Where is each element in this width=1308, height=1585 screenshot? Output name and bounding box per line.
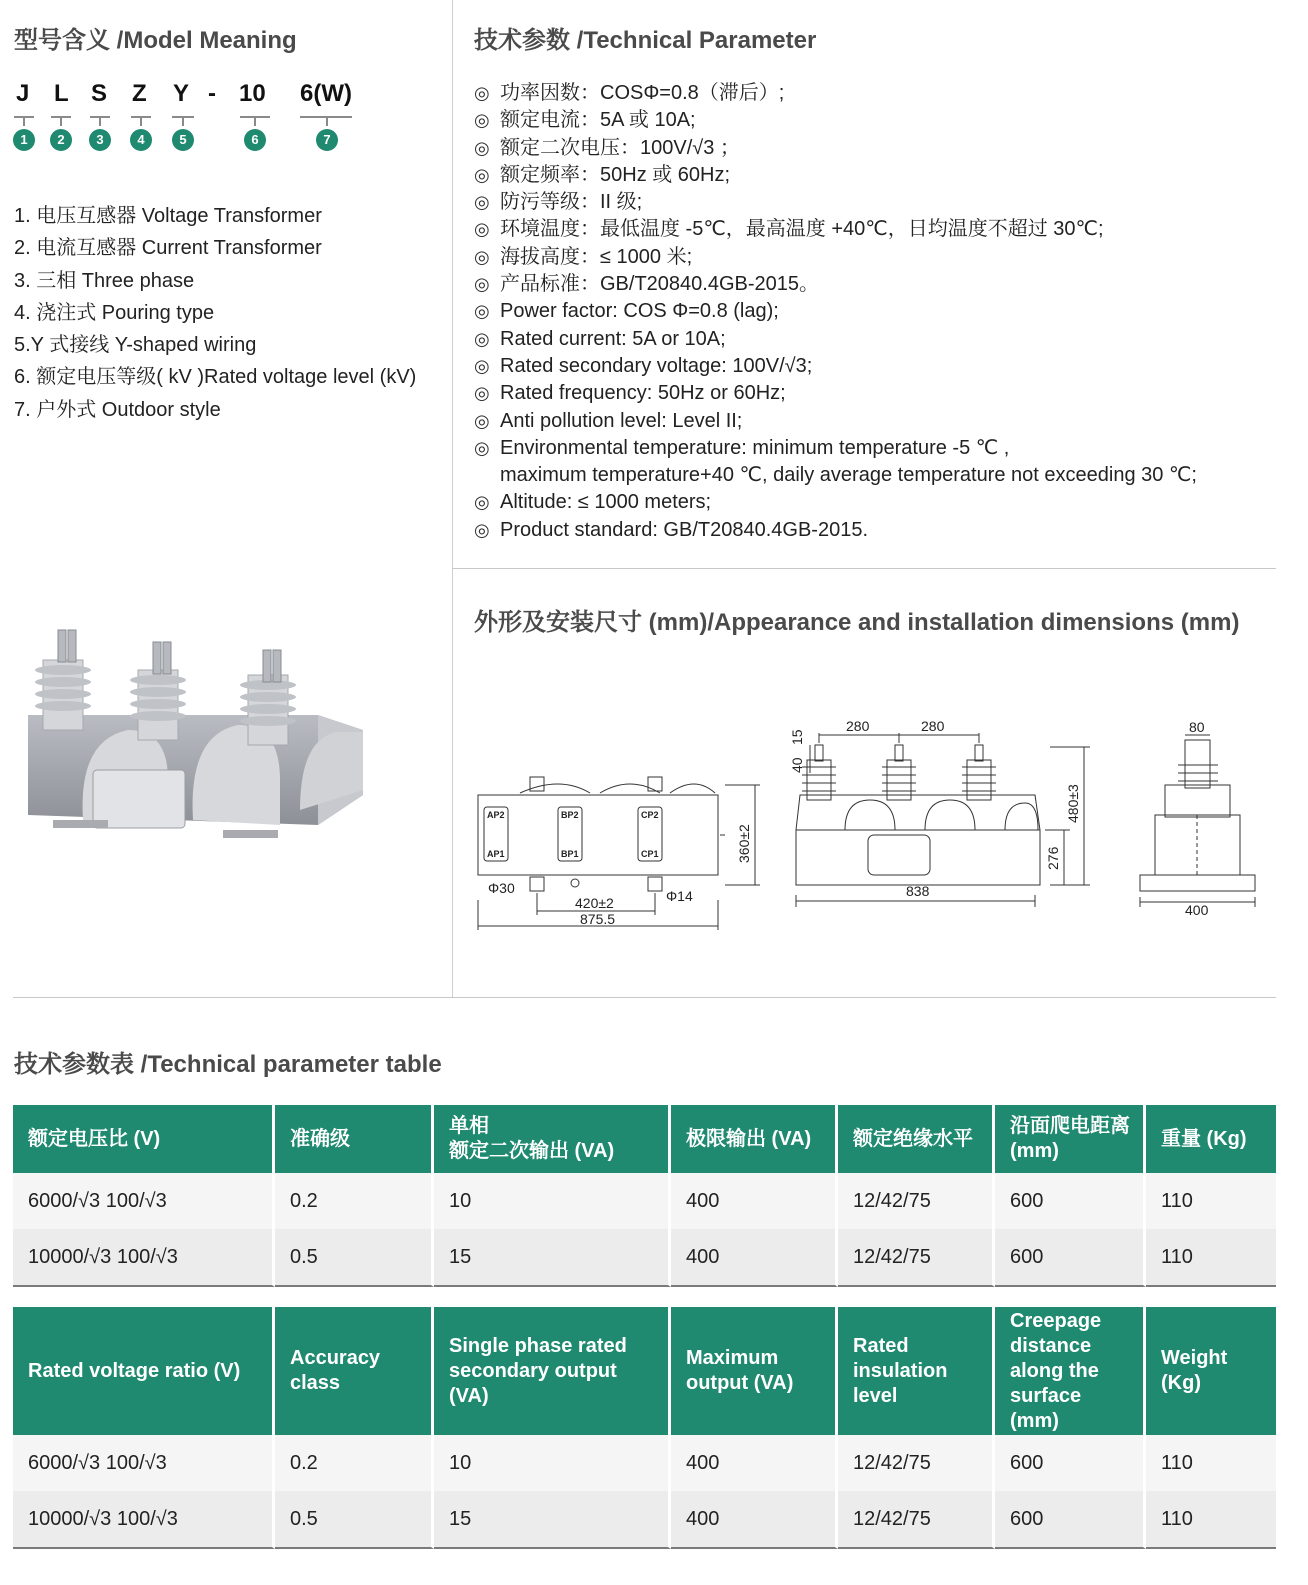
list-item: ◎ Rated current: 5A or 10A;	[474, 326, 1197, 353]
phase-label: CP1	[641, 849, 659, 859]
list-item: ◎ Rated secondary voltage: 100V/√3;	[474, 353, 1197, 380]
list-item: ◎ 额定电流：5A 或 10A;	[474, 107, 1197, 134]
column-header: 额定电压比 (V)	[13, 1105, 275, 1173]
technical-parameter-list	[474, 80, 1197, 544]
code-letter: Z	[132, 80, 147, 107]
phase-label: BP1	[561, 849, 579, 859]
code-badge: 5	[172, 129, 194, 151]
dim-length: 875.5	[580, 911, 616, 927]
vertical-divider	[452, 0, 453, 998]
table-row	[13, 1435, 1276, 1491]
column-header: 沿面爬电距离 (mm)	[995, 1105, 1146, 1173]
list-item: 5.Y 式接线 Y-shaped wiring	[14, 334, 257, 357]
dim-hole: Φ30	[488, 880, 515, 896]
table-cell: 600	[995, 1435, 1146, 1491]
dim-side-top: 80	[1189, 719, 1205, 735]
bullet-icon: ◎	[474, 519, 490, 540]
phase-label: BP2	[561, 810, 579, 820]
table-cell: 0.5	[275, 1491, 434, 1549]
table-cell: 15	[434, 1229, 671, 1287]
dim-side-base: 400	[1185, 902, 1209, 918]
bullet-icon: ◎	[474, 137, 490, 158]
dimension-drawing	[470, 715, 1270, 940]
bullet-icon: ◎	[474, 246, 490, 267]
code-stem	[140, 116, 142, 126]
table-cell: 400	[671, 1435, 838, 1491]
code-stem	[23, 116, 25, 126]
column-header: 单相 额定二次输出 (VA)	[434, 1105, 671, 1173]
code-stem	[182, 116, 184, 126]
table-cell: 400	[671, 1173, 838, 1229]
table-row	[13, 1173, 1276, 1229]
dim-width: 360±2	[736, 824, 752, 863]
table-cell: 110	[1146, 1491, 1276, 1549]
list-item: ◎ Anti pollution level: Level II;	[474, 408, 1197, 435]
list-item: ◎ Product standard: GB/T20840.4GB-2015.	[474, 517, 1197, 544]
code-stem	[99, 116, 101, 126]
dim-bolt: Φ14	[666, 888, 693, 904]
model-meaning-list	[14, 200, 416, 426]
list-item: 4. 浇注式 Pouring type	[14, 301, 215, 324]
list-item: ◎ 额定二次电压：100V/√3 ；	[474, 135, 1197, 162]
table-cell: 600	[995, 1491, 1146, 1549]
bullet-icon: ◎	[474, 355, 490, 376]
column-header: Weight (Kg)	[1146, 1307, 1276, 1435]
column-header: 极限输出 (VA)	[671, 1105, 838, 1173]
bullet-icon: ◎	[474, 383, 490, 404]
bullet-icon: ◎	[474, 274, 490, 295]
code-letter: L	[54, 80, 69, 107]
table-cell: 0.2	[275, 1173, 434, 1229]
table-cell: 110	[1146, 1435, 1276, 1491]
table-cell: 6000/√3 100/√3	[13, 1173, 275, 1229]
code-badge: 3	[89, 129, 111, 151]
right-divider	[452, 568, 1276, 569]
top-view	[478, 777, 760, 930]
table-cell: 10000/√3 100/√3	[13, 1229, 275, 1287]
code-stem	[60, 116, 62, 126]
bullet-icon: ◎	[474, 83, 490, 103]
table-cell: 600	[995, 1173, 1146, 1229]
table-header-row	[13, 1307, 1276, 1435]
technical-parameter-title: 技术参数 /Technical Parameter	[474, 27, 817, 54]
list-item: ◎ 功率因数：COSΦ=0.8（滞后）;	[474, 80, 1197, 107]
dim-pitch: 280	[921, 718, 945, 734]
table-cell: 110	[1146, 1229, 1276, 1287]
list-item: 6. 额定电压等级( kV )Rated voltage level (kV)	[14, 366, 417, 389]
table-cell: 0.5	[275, 1229, 434, 1287]
list-item: ◎ Rated frequency: 50Hz or 60Hz;	[474, 380, 1197, 407]
table-header-row	[13, 1105, 1276, 1173]
list-item: ◎ Environmental temperature: minimum temperature -5 ℃ ,	[474, 435, 1197, 462]
dim-mid: 276	[1045, 846, 1061, 870]
table-cell: 400	[671, 1491, 838, 1549]
code-dash: -	[208, 80, 216, 107]
column-header: Maximum output (VA)	[671, 1307, 838, 1435]
list-item: 2. 电流互感器 Current Transformer	[14, 237, 322, 260]
table-row	[13, 1229, 1276, 1287]
bullet-icon: ◎	[474, 410, 490, 431]
table-cell: 10	[434, 1435, 671, 1491]
parameter-table-en	[13, 1307, 1276, 1549]
code-badge: 7	[316, 129, 338, 151]
code-letter: Y	[173, 80, 190, 107]
code-badge: 6	[244, 129, 266, 151]
table-cell: 10	[434, 1173, 671, 1229]
phase-label: CP2	[641, 810, 659, 820]
list-item: ◎ 海拔高度：≤ 1000 米;	[474, 244, 1197, 271]
list-item: 7. 户外式 Outdoor style	[14, 398, 221, 421]
column-header: 额定绝缘水平	[838, 1105, 995, 1173]
code-letter: 10	[239, 80, 266, 107]
list-item: ◎ 额定频率：50Hz 或 60Hz;	[474, 162, 1197, 189]
dim-spacing: 420±2	[575, 895, 614, 911]
phase-label: AP2	[487, 810, 505, 820]
dim-base: 838	[906, 883, 930, 899]
side-view	[1140, 735, 1255, 907]
table-cell: 12/42/75	[838, 1435, 995, 1491]
code-letter: 6(W)	[300, 80, 352, 107]
list-item: ◎ Altitude: ≤ 1000 meters;	[474, 489, 1197, 516]
bullet-icon: ◎	[474, 328, 490, 349]
table-cell: 400	[671, 1229, 838, 1287]
table-cell: 0.2	[275, 1435, 434, 1491]
list-item: ◎ Power factor: COS Φ=0.8 (lag);	[474, 298, 1197, 325]
section-divider	[13, 997, 1276, 998]
dim-top: 15	[789, 729, 805, 745]
bullet-icon: ◎	[474, 219, 490, 240]
bullet-icon: ◎	[474, 192, 490, 213]
column-header: Rated insulation level	[838, 1307, 995, 1435]
table-cell: 6000/√3 100/√3	[13, 1435, 275, 1491]
code-letter: J	[16, 80, 30, 107]
table-row	[13, 1491, 1276, 1549]
dim-pitch: 280	[846, 718, 870, 734]
parameter-table-cn	[13, 1105, 1276, 1287]
front-view	[796, 733, 1090, 907]
bullet-icon: ◎	[474, 164, 490, 185]
column-header: Creepage distance along the surface (mm)	[995, 1307, 1146, 1435]
code-letter: S	[91, 80, 108, 107]
table-cell: 10000/√3 100/√3	[13, 1491, 275, 1549]
column-header: Accuracy class	[275, 1307, 434, 1435]
table-cell: 110	[1146, 1173, 1276, 1229]
list-item: ◎ 环境温度：最低温度 -5℃，最高温度 +40℃，日均温度不超过 30℃;	[474, 216, 1197, 243]
dim-height: 480±3	[1065, 784, 1081, 823]
table-cell: 12/42/75	[838, 1491, 995, 1549]
code-badge: 4	[130, 129, 152, 151]
column-header: 重量 (Kg)	[1146, 1105, 1276, 1173]
dimensions-title: 外形及安装尺寸 (mm)/Appearance and installation dimensions (mm)	[474, 609, 1240, 636]
code-badge: 1	[13, 129, 35, 151]
column-header: Rated voltage ratio (V)	[13, 1307, 275, 1435]
table-cell: 12/42/75	[838, 1173, 995, 1229]
code-badge: 2	[50, 129, 72, 151]
table-cell: 12/42/75	[838, 1229, 995, 1287]
list-item: 3. 三相 Three phase	[14, 269, 195, 292]
list-item: ◎ 产品标准：GB/T20840.4GB-2015。	[474, 271, 1197, 298]
model-meaning-title: 型号含义 /Model Meaning	[14, 27, 297, 54]
code-stem	[254, 116, 256, 126]
table-cell: 15	[434, 1491, 671, 1549]
bullet-icon: ◎	[474, 110, 490, 131]
list-item: ◎ 防污等级：II 级;	[474, 189, 1197, 216]
list-item: maximum temperature+40 ℃, daily average temperature not exceeding 30 ℃;	[500, 464, 1197, 487]
parameter-table-title: 技术参数表 /Technical parameter table	[14, 1051, 442, 1078]
code-stem	[326, 116, 328, 126]
column-header: 准确级	[275, 1105, 434, 1173]
bullet-icon: ◎	[474, 492, 490, 513]
phase-label: AP1	[487, 849, 505, 859]
bullet-icon: ◎	[474, 437, 490, 458]
product-photo	[18, 620, 388, 865]
table-cell: 600	[995, 1229, 1146, 1287]
list-item: 1. 电压互感器 Voltage Transformer	[14, 205, 322, 227]
column-header: Single phase rated secondary output (VA)	[434, 1307, 671, 1435]
dim-top: 40	[789, 757, 805, 773]
bullet-icon: ◎	[474, 301, 490, 322]
